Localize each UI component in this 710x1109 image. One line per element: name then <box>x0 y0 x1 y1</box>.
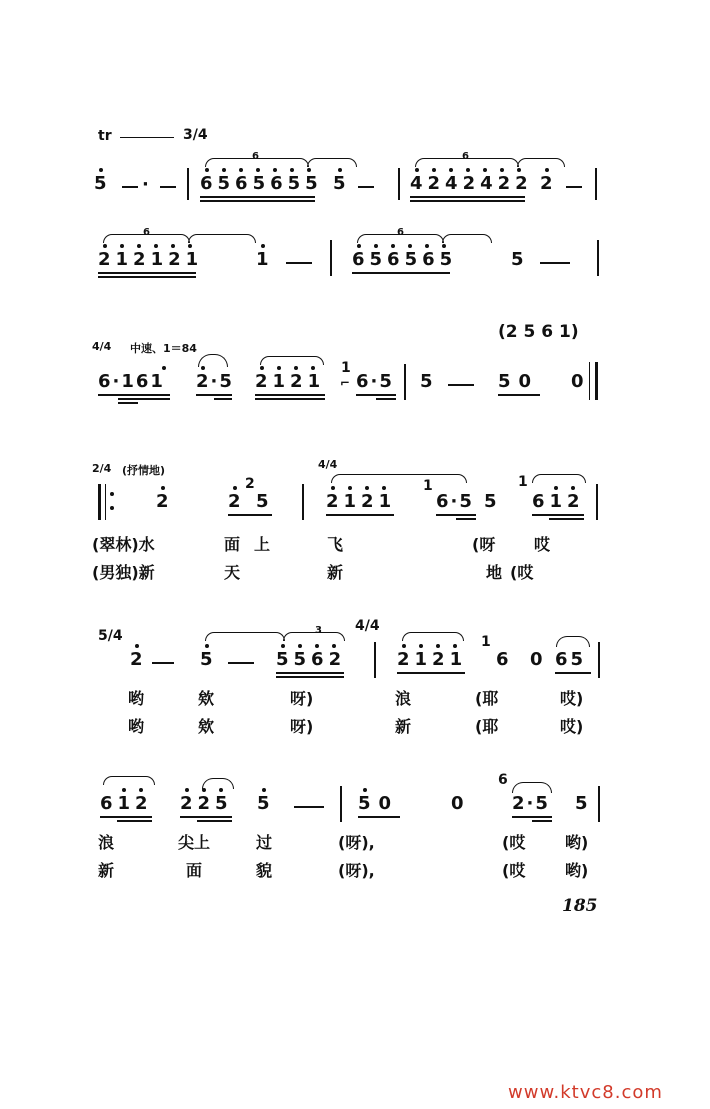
page-number: 185 <box>562 896 598 916</box>
octave-dot <box>222 168 226 172</box>
slur <box>103 776 155 785</box>
underline <box>98 272 196 274</box>
slur <box>260 356 324 365</box>
lyric: 哟) <box>565 861 589 880</box>
underline <box>255 394 325 396</box>
note: 0 <box>571 371 584 392</box>
high-dot <box>99 168 103 172</box>
note: 5 <box>420 371 433 392</box>
underline <box>118 398 170 400</box>
octave-dot <box>415 168 419 172</box>
slur <box>198 354 228 367</box>
note-group: 50 <box>358 793 400 814</box>
lyric: 尖上 <box>178 833 211 852</box>
hold-dash <box>122 186 138 188</box>
note: 1 <box>256 249 269 270</box>
octave-dot <box>122 788 126 792</box>
octave-dot <box>466 168 470 172</box>
hold-dash <box>540 262 570 264</box>
time-signature-4-4: 4/4 <box>92 340 112 353</box>
octave-dot <box>311 366 315 370</box>
octave-dot <box>260 366 264 370</box>
underline <box>180 816 232 818</box>
underline <box>512 816 552 818</box>
time-signature-3-4: 3/4 <box>183 127 208 143</box>
note: 2 <box>130 649 143 670</box>
octave-dot <box>402 644 406 648</box>
note: 2 <box>540 173 553 194</box>
slur <box>517 158 565 167</box>
note-group: 212121 <box>98 249 204 270</box>
underline <box>376 398 396 400</box>
octave-dot <box>554 486 558 490</box>
hold-dash <box>286 262 312 264</box>
underline <box>100 816 152 818</box>
note: 0 <box>451 793 464 814</box>
note-group: 6565655 <box>200 173 323 194</box>
octave-dot <box>277 366 281 370</box>
lyric: 哟 <box>128 717 145 736</box>
underline <box>456 518 476 520</box>
octave-dot <box>261 244 265 248</box>
octave-dot <box>290 168 294 172</box>
prelude-bracket: (2 5 6 1) <box>498 322 579 342</box>
underline <box>326 514 394 516</box>
octave-dot <box>135 644 139 648</box>
octave-dot <box>432 168 436 172</box>
lyric: (哎 <box>502 833 526 852</box>
barline <box>595 168 597 200</box>
lyric: 浪 <box>395 689 412 708</box>
underline <box>532 820 552 822</box>
hold-dash <box>448 384 474 386</box>
underline <box>255 398 325 400</box>
note-group: 612 <box>532 491 585 512</box>
barline <box>398 168 400 200</box>
octave-dot <box>315 644 319 648</box>
note: 5 <box>257 793 270 814</box>
lyric: 呀) <box>290 717 314 736</box>
time-signature-4-4-c: 4/4 <box>355 618 380 634</box>
slur <box>205 632 285 641</box>
slur <box>331 474 467 483</box>
tuplet-number: 6 <box>143 227 150 238</box>
note-group: 612 <box>100 793 153 814</box>
octave-dot <box>348 486 352 490</box>
slur <box>556 636 590 647</box>
grace-note: 1 <box>481 634 491 650</box>
underline <box>410 200 525 202</box>
octave-dot <box>103 244 107 248</box>
octave-dot <box>262 788 266 792</box>
octave-dot <box>205 644 209 648</box>
grace-note: 1 <box>518 474 528 490</box>
octave-dot <box>436 644 440 648</box>
barline <box>404 364 406 400</box>
octave-dot <box>185 788 189 792</box>
note: 5 <box>94 173 107 194</box>
note-group: 6·161 <box>98 371 165 392</box>
slur <box>188 234 256 243</box>
trill-line <box>120 137 174 138</box>
octave-dot <box>442 244 446 248</box>
octave-dot <box>205 168 209 172</box>
octave-dot <box>161 486 165 490</box>
barline <box>598 642 600 678</box>
octave-dot <box>154 244 158 248</box>
note: 0 <box>530 649 543 670</box>
note-group: 65 <box>555 649 587 670</box>
octave-dot <box>273 168 277 172</box>
octave-dot <box>500 168 504 172</box>
lyric: (耶 <box>475 717 499 736</box>
underline <box>98 394 170 396</box>
octave-dot <box>110 492 114 496</box>
octave-dot <box>338 168 342 172</box>
time-signature-4-4-b: 4/4 <box>318 458 338 471</box>
barline <box>187 168 189 200</box>
lyric: 地 <box>486 563 503 582</box>
lyric: 哎) <box>560 689 584 708</box>
octave-dot <box>137 244 141 248</box>
lyric: (呀 <box>472 535 496 554</box>
octave-dot <box>419 644 423 648</box>
lyric: 哎 <box>534 535 551 554</box>
lyric: (哎 <box>510 563 534 582</box>
trill-mark: tr <box>98 128 112 144</box>
octave-dot <box>357 244 361 248</box>
grace-hook: ⌐ <box>340 376 351 390</box>
hold-dash <box>294 806 324 808</box>
time-signature-2-4: 2/4 <box>92 462 112 475</box>
underline <box>98 276 196 278</box>
underline <box>117 820 152 822</box>
lyric: (翠林)水 <box>92 535 155 554</box>
underline <box>118 402 138 404</box>
note: 5 <box>575 793 588 814</box>
lyric: 新 <box>98 861 115 880</box>
note-group: 6·5 <box>356 371 394 392</box>
lyric: 过 <box>256 833 273 852</box>
underline <box>436 514 476 516</box>
octave-dot <box>233 486 237 490</box>
note-group: 2121 <box>397 649 468 670</box>
tuplet-number: 6 <box>397 227 404 238</box>
repeat-start <box>98 484 106 520</box>
octave-dot <box>298 644 302 648</box>
watermark: www.ktvc8.com <box>508 1082 663 1103</box>
octave-dot <box>363 788 367 792</box>
octave-dot <box>162 366 166 370</box>
lyric: (呀), <box>338 833 375 852</box>
octave-dot <box>382 486 386 490</box>
underline <box>214 398 232 400</box>
underline <box>276 672 344 674</box>
octave-dot <box>365 486 369 490</box>
octave-dot <box>110 506 114 510</box>
tuplet-number: 6 <box>462 151 469 162</box>
lyric: 新 <box>327 563 344 582</box>
lyric: 欸 <box>198 689 215 708</box>
underline <box>532 514 584 516</box>
underline <box>200 196 315 198</box>
octave-dot <box>120 244 124 248</box>
slur <box>442 234 492 243</box>
underline <box>410 196 525 198</box>
lyric: 上 <box>254 535 271 554</box>
time-signature-5-4: 5/4 <box>98 628 123 644</box>
slur <box>532 474 586 483</box>
underline <box>352 272 450 274</box>
octave-dot <box>425 244 429 248</box>
lyric: 哎) <box>560 717 584 736</box>
note: 5 <box>511 249 524 270</box>
underline <box>555 672 591 674</box>
octave-dot <box>571 486 575 490</box>
lyric: (耶 <box>475 689 499 708</box>
note: 6 <box>496 649 509 670</box>
barline <box>596 484 598 520</box>
octave-dot <box>453 644 457 648</box>
hold-dash <box>566 186 582 188</box>
hold-dash <box>358 186 374 188</box>
grace-note: 1 <box>341 360 351 376</box>
grace-note: 1 <box>423 478 433 494</box>
underline <box>196 394 232 396</box>
underline <box>498 394 540 396</box>
octave-dot <box>307 168 311 172</box>
hold-dash <box>152 662 174 664</box>
barline <box>302 484 304 520</box>
barline <box>374 642 376 678</box>
lyric: 哟) <box>565 833 589 852</box>
octave-dot <box>391 244 395 248</box>
barline <box>597 240 599 276</box>
lyric: 面 <box>224 535 241 554</box>
final-barline <box>589 362 598 400</box>
octave-dot <box>449 168 453 172</box>
lyric: 哟 <box>128 689 145 708</box>
underline <box>197 820 232 822</box>
note-group: 2·5 <box>512 793 550 814</box>
underline <box>228 514 272 516</box>
barline <box>598 786 600 822</box>
underline <box>276 676 344 678</box>
hold-dash <box>228 662 254 664</box>
octave-dot <box>139 788 143 792</box>
lyric: (男独)新 <box>92 563 155 582</box>
tempo-marking: 中速、1＝84 <box>130 342 197 355</box>
lyric: (哎 <box>502 861 526 880</box>
underline <box>549 518 584 520</box>
tuplet-number: 3 <box>315 625 322 636</box>
note: 2 <box>156 491 169 512</box>
note-group: 2121 <box>255 371 326 392</box>
note: 5 <box>256 491 269 512</box>
lyric: 飞 <box>327 535 344 554</box>
octave-dot <box>374 244 378 248</box>
lyric: (呀), <box>338 861 375 880</box>
note-group: 2121 <box>326 491 397 512</box>
octave-dot <box>294 366 298 370</box>
lyric: 呀) <box>290 689 314 708</box>
barline <box>340 786 342 822</box>
lyric: 欸 <box>198 717 215 736</box>
tuplet-number: 6 <box>252 151 259 162</box>
hold-dash <box>160 186 176 188</box>
slur <box>307 158 357 167</box>
grace-note: 2 <box>245 476 255 492</box>
octave-dot <box>171 244 175 248</box>
slur <box>283 632 345 641</box>
slur <box>202 778 234 789</box>
octave-dot <box>281 644 285 648</box>
note: 2 <box>228 491 241 512</box>
lyric: 面 <box>186 861 203 880</box>
underline <box>200 200 315 202</box>
note: 5 <box>333 173 346 194</box>
note-group: 5562 <box>276 649 347 670</box>
expression-mark: (抒情地) <box>122 464 166 477</box>
lyric: 貌 <box>256 861 273 880</box>
octave-dot <box>545 168 549 172</box>
note-group: 4242422 <box>410 173 533 194</box>
dot-hold: · <box>142 174 149 195</box>
underline <box>356 394 396 396</box>
grace-note: 6 <box>498 772 508 788</box>
octave-dot <box>332 644 336 648</box>
slur <box>402 632 464 641</box>
octave-dot <box>517 168 521 172</box>
note-group: 656565 <box>352 249 458 270</box>
lyric: 天 <box>224 563 241 582</box>
note: 5 <box>200 649 213 670</box>
octave-dot <box>408 244 412 248</box>
octave-dot <box>483 168 487 172</box>
lyric: 新 <box>395 717 412 736</box>
octave-dot <box>256 168 260 172</box>
note-group: 2·5 <box>196 371 234 392</box>
octave-dot <box>331 486 335 490</box>
note-group: 6·5 <box>436 491 474 512</box>
underline <box>358 816 400 818</box>
note-group: 225 <box>180 793 233 814</box>
octave-dot <box>188 244 192 248</box>
note-group: 50 <box>498 371 540 392</box>
note: 5 <box>484 491 497 512</box>
slur <box>512 782 552 793</box>
lyric: 浪 <box>98 833 115 852</box>
underline <box>397 672 465 674</box>
barline <box>330 240 332 276</box>
octave-dot <box>239 168 243 172</box>
